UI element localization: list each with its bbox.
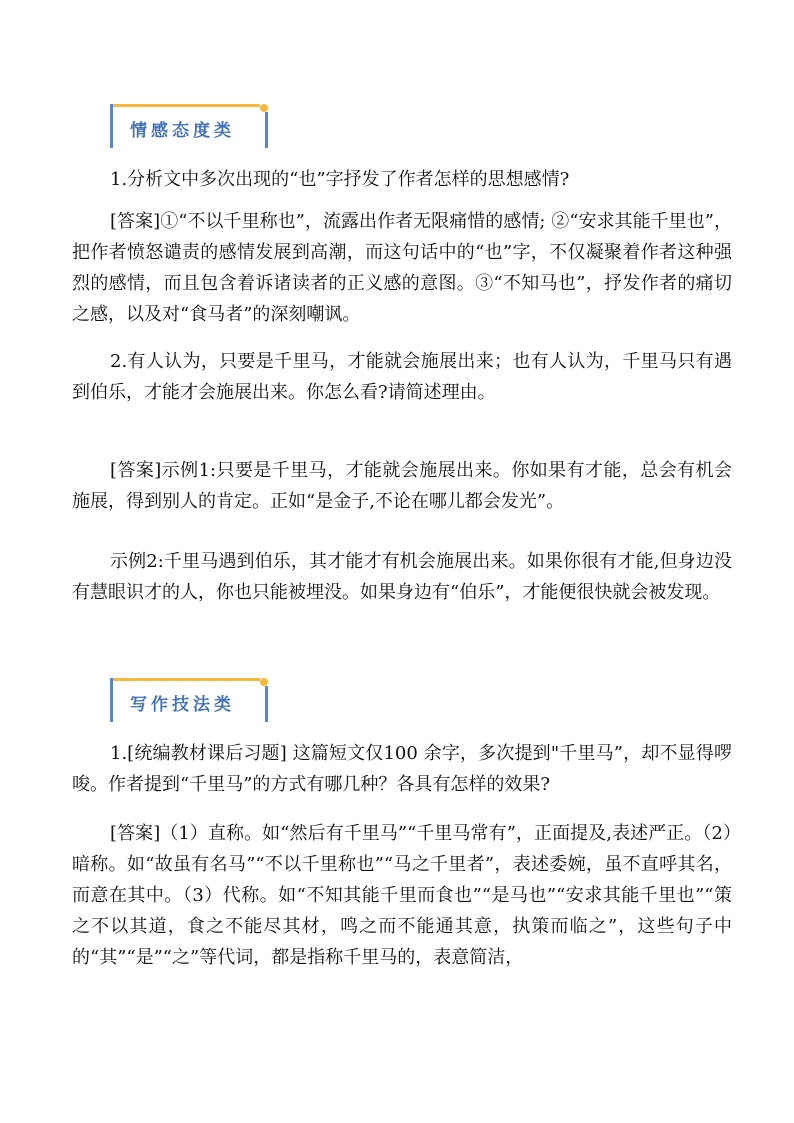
section-tag-writing xyxy=(110,678,268,722)
answer-3: [答案]（1）直称。如“然后有千里马”“千里马常有”，正面提及,表述严正。（2）暗称。如“故虽有名马”“不以千里称也”“马之千里者”，表述委婉，虽不直呼其名，而意在其中。（3）代称。如“不知其能千里而食也”“是马也”“安求其能千里也”“策之不以其道，食之不能尽其材，鸣之而不能通其意，执策而临之”，这些句子中的“其”“是”“之”等代词，都是指称千里马的，表意简洁， xyxy=(72,823,732,968)
tag-top-bar xyxy=(110,678,260,681)
section-tag-emotion xyxy=(110,104,268,148)
tag-left-bar xyxy=(110,104,113,148)
tag-right-bar xyxy=(265,686,268,722)
question-2: 2.有人认为，只要是千里马，才能就会施展出来；也有人认为，千里马只有遇到伯乐，才能才会施展出来。你怎么看?请简述理由。 xyxy=(72,351,732,403)
tag-right-bar xyxy=(265,112,268,148)
question-1: 1.分析文中多次出现的“也”字抒发了作者怎样的思想感情? xyxy=(110,169,570,190)
tag-corner-dot xyxy=(260,104,268,112)
section-title: 写作技法类 xyxy=(130,695,235,715)
answer-2-example-2: 示例2:千里马遇到伯乐，其才能才有机会施展出来。如果你很有才能,但身边没有慧眼识才的人，你也只能被埋没。如果身边有“伯乐”，才能便很快就会被发现。 xyxy=(72,551,732,603)
question-3: 1.[统编教材课后习题] 这篇短文仅100 余字，多次提到"千里马”，却不显得啰唆。作者提到“千里马”的方式有哪几种？各具有怎样的效果? xyxy=(72,743,732,795)
tag-corner-dot xyxy=(260,678,268,686)
section-title: 情感态度类 xyxy=(130,121,235,141)
answer-1: [答案]①“不以千里称也”，流露出作者无限痛惜的感情; ②“安求其能千里也”，把作者愤怒谴责的感情发展到高潮，而这句话中的“也”字，不仅凝聚着作者这种强烈的感情，而且包含着诉诸读者的正义感的意图。③“不知马也”，抒发作者的痛切之感，以及对“食马者”的深刻嘲讽。 xyxy=(72,211,732,325)
tag-top-bar xyxy=(110,104,260,107)
tag-left-bar xyxy=(110,678,113,722)
answer-2-example-1: [答案]示例1:只要是千里马，才能就会施展出来。你如果有才能，总会有机会施展，得到别人的肯定。正如“是金子,不论在哪儿都会发光”。 xyxy=(72,460,732,512)
